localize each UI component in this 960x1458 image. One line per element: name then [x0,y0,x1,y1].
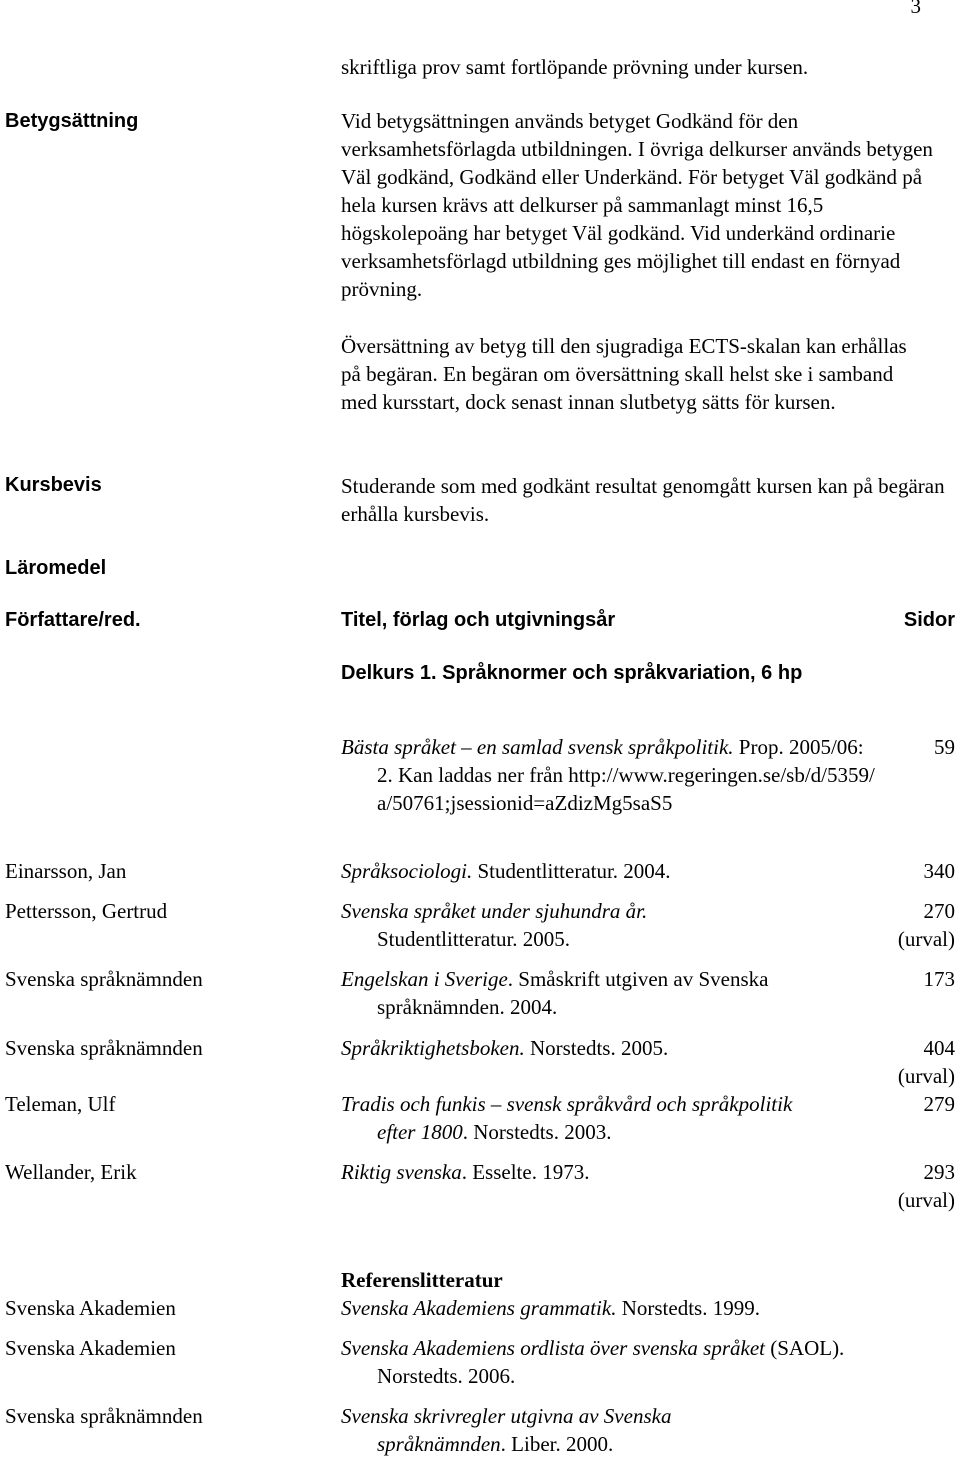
reference-title-italic: Svenska skrivregler utgivna av Svenska språknämnden [341,1404,672,1456]
book-pages: 293 (urval) [897,1160,955,1212]
book-title-italic: Riktig svenska [341,1160,462,1184]
book-title-italic: Språksociologi. [341,859,473,883]
book-author: Teleman, Ulf [5,1092,116,1116]
pages-column-header: Sidor [903,609,955,631]
betygsattning-heading: Betygsättning [5,110,139,132]
intro-line: skriftliga prov samt fortlöpande prövning under kursen. [341,55,809,79]
book-title [341,897,777,953]
book-pages: 59 [934,735,955,759]
book-pages: 173 [923,967,955,991]
betygsattning-paragraph-2: Översättning av betyg till den sjugradiga ECTS-skalan kan erhållas på begäran. En begäran om översättning skall helst ske i samband med kursstart, dock senast innan slutbetyg sätts för kursen. [341,334,907,414]
book-pages: 404 (urval) [897,1036,955,1088]
book-title [341,1034,877,1062]
reference-title [341,1334,897,1390]
book-title-rest: Prop. 2005/06:2. Kan laddas ner från http://www.regeringen.se/sb/d/5359/a/50761;jsessionid=aZdizMg5saS5 [377,735,875,815]
book-title-rest: Studentlitteratur. 2005. [377,927,571,951]
betygsattning-paragraph-1: Vid betygsättningen används betyget Godkänd för den verksamhetsförlagda utbildningen. I övriga delkurser används betygen Väl godkänd, Godkänd eller Underkänd. För betyget Väl godkänd på hela kursen krävs att delkurser på sammanlagt minst 16,5 högskolepoäng har betyget Väl godkänd. Vid underkänd ordinarie verksamhetsförlagd utbildning ges möjlighet till endast en förnyad prövning. [341,109,933,301]
book-title-rest: Studentlitteratur. 2004. [472,859,671,883]
book-title-italic: Tradis och funkis – svensk språkvård och språkpolitik efter 1800 [341,1092,793,1144]
book-title-italic: Bästa språket – en samlad svensk språkpolitik. [341,735,734,759]
book-title [341,1158,877,1186]
reference-title [341,1402,797,1458]
reference-title-rest: . Liber. 2000. [500,1432,614,1456]
reference-author: Svenska Akademien [5,1336,176,1360]
book-title-rest: . Småskrift utgiven av Svenska språknämnden. 2004. [377,967,769,1019]
laromedel-heading: Läromedel [5,557,107,579]
reference-author: Svenska språknämnden [5,1404,203,1428]
book-pages: 279 [923,1092,955,1116]
delkurs-heading: Delkurs 1. Språknormer och språkvariation, 6 hp [341,662,803,684]
reference-heading: Referenslitteratur [341,1268,503,1292]
book-title [341,965,877,1021]
book-author: Svenska språknämnden [5,967,203,991]
book-title [341,733,877,817]
book-title-italic: Språkriktighetsboken. [341,1036,525,1060]
book-title-italic: Engelskan i Sverige [341,967,508,991]
book-title-rest: Norstedts. 2005. [524,1036,669,1060]
book-pages: 270 (urval) [897,899,955,951]
kursbevis-text: Studerande som med godkänt resultat genomgått kursen kan på begäran erhålla kursbevis. [341,474,945,526]
reference-title-italic: Svenska Akademiens ordlista över svenska språket [341,1336,765,1360]
reference-title-rest: Norstedts. 1999. [616,1296,760,1320]
book-title [341,1090,817,1146]
reference-title-rest: (SAOL). Norstedts. 2006. [377,1336,845,1388]
book-author: Pettersson, Gertrud [5,899,168,923]
book-title-italic: Svenska språket under sjuhundra år. [341,899,648,923]
author-column-header: Författare/red. [5,609,141,631]
book-author: Wellander, Erik [5,1160,137,1184]
book-pages: 340 [923,859,955,883]
book-author: Einarsson, Jan [5,859,127,883]
kursbevis-heading: Kursbevis [5,474,102,496]
book-title-rest: . Esselte. 1973. [461,1160,590,1184]
reference-author: Svenska Akademien [5,1296,176,1320]
reference-title-italic: Svenska Akademiens grammatik. [341,1296,617,1320]
book-title-rest: . Norstedts. 2003. [462,1120,612,1144]
book-author: Svenska språknämnden [5,1036,203,1060]
book-title [341,857,877,885]
title-column-header: Titel, förlag och utgivningsår [341,609,616,631]
page-number: 3 [910,0,921,18]
reference-title [341,1294,937,1322]
